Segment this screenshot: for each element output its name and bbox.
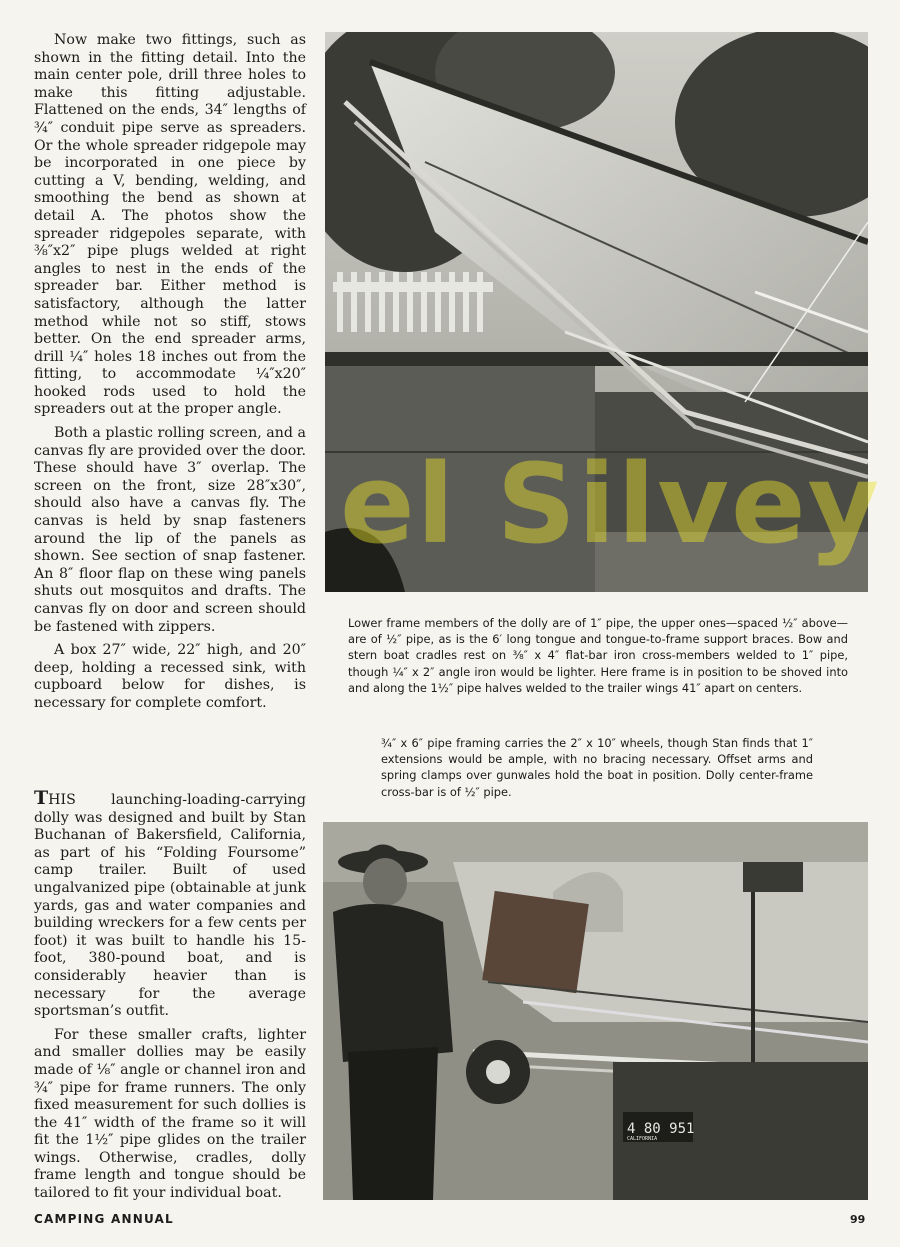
footer-publication: CAMPING ANNUAL <box>34 1212 174 1226</box>
paragraph-sink-box: A box 27″ wide, 22″ high, and 20″ deep, holding a recessed sink, with cupboard below for dishes, is necessary for complete comfort. <box>34 642 306 711</box>
paragraph-screen-fly: Both a plastic rolling screen, and a canvas fly are provided over the door. These should have 3″ overlap. The screen on the front, size 28″x30″, should also have a canvas fly. The canvas is held by snap fasteners around the lip of the panels as shown. See section of snap fastener. An 8″ floor flap on these wing panels shuts out mosquitos and drafts. The canvas fly on door and screen should be fastened with zippers. <box>34 425 306 635</box>
watermark: el Silvey <box>340 440 882 568</box>
paragraph-smaller-dollies: For these smaller crafts, lighter and smaller dollies may be easily made of ⅛″ angle or channel iron and ¾″ pipe for frame runners. The only fixed measurement for such dollies is the 41″ width of the frame so it will fit the 1½″ pipe glides on the trailer wings. Otherwise, cradles, dolly frame length and tongue should be tailored to fit your individual boat. <box>34 1026 306 1202</box>
article-text-top <box>34 32 306 719</box>
license-plate-state: CALIFORNIA <box>627 1136 658 1142</box>
drop-cap: T <box>34 787 49 809</box>
photo-boat-on-trailer-image <box>325 32 868 592</box>
photo-man-with-dolly-image <box>323 822 868 1200</box>
photo-boat-on-trailer <box>325 32 868 592</box>
paragraph-dolly-intro <box>34 787 306 1021</box>
article-text-bottom <box>34 787 306 1209</box>
photo-man-with-dolly <box>323 822 868 1200</box>
paragraph-dolly-intro-text: HIS launching-loading-carrying dolly was designed and built by Stan Buchanan of Bakersfield, California, as part of his “Folding Foursome” camp trailer. Built of used ungalvanized pipe (obtainable at junk yards, gas and water companies and building wreckers for a few cents per foot) it was built to handle his 15-foot, 380-pound boat, and is considerably heavier than is necessary for the average sportsman’s outfit. <box>34 792 306 1020</box>
license-plate-number: 4 80 951 <box>627 1121 695 1137</box>
paragraph-spreaders: Now make two fittings, such as shown in the fitting detail. Into the main center pole, drill three holes to make this fitting adjustable. Flattened on the ends, 34″ lengths of ¾″ conduit pipe serve as spreaders. Or the whole spreader ridgepole may be incorporated in one piece by cutting a V, bending, welding, and smoothing the bend as shown at detail A. The photos show the spreader ridgepoles separate, with ⅜″x2″ pipe plugs welded at right angles to nest in the ends of the spreader bar. Either method is satisfactory, although the latter method while not so stiff, stows better. On the end spreader arms, drill ¼″ holes 18 inches out from the fitting, to accommodate ¼″x20″ hooked rods used to hold the spreaders out at the proper angle. <box>34 32 306 418</box>
footer-page-number: 99 <box>850 1213 866 1226</box>
caption-dolly-frame: Lower frame members of the dolly are of 1″ pipe, the upper ones—spaced ½″ above—are of ½″ pipe, as is the 6′ long tongue and tongue-to-frame support braces. Bow and stern boat cradles rest on ⅜″ x 4″ flat-bar iron cross-members welded to 1″ pipe, though ¼″ x 2″ angle iron would be lighter. Here frame is in position to be shoved into and along the 1½″ pipe halves welded to the trailer wings 41″ apart on centers. <box>348 616 848 695</box>
caption-pipe-framing: ¾″ x 6″ pipe framing carries the 2″ x 10″ wheels, though Stan finds that 1″ extensions would be ample, with no bracing necessary. Offset arms and spring clamps over gunwales hold the boat in position. Dolly center-frame cross-bar is of ½″ pipe. <box>381 736 813 799</box>
